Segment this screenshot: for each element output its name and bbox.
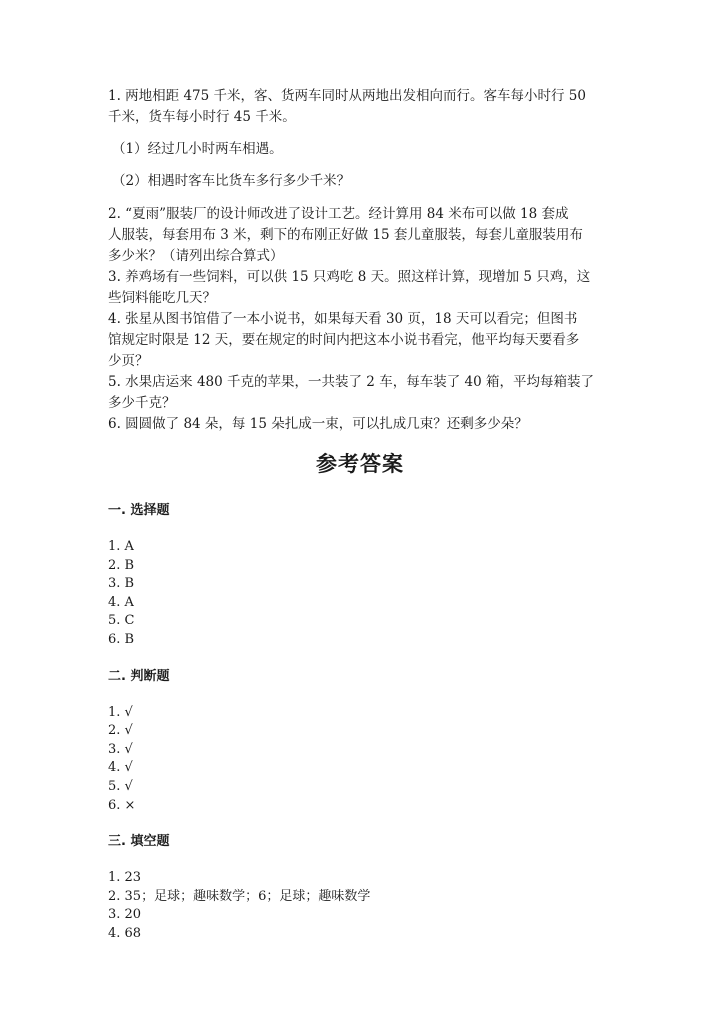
question-text: 些饲料能吃几天？ <box>108 290 216 306</box>
answer-item: 3. B <box>108 576 135 592</box>
answer-item: 4. 68 <box>108 925 142 941</box>
answer-list <box>108 869 612 943</box>
question-text: 千米，货车每小时行 45 千米。 <box>108 109 296 125</box>
section-heading: 二. 判断题 <box>108 668 170 684</box>
question-text: 少页？ <box>108 353 149 369</box>
question-3 <box>108 267 612 309</box>
answer-item: 3. √ <box>108 741 133 757</box>
section-heading: 一. 选择题 <box>108 503 170 518</box>
question-text: 4. 张星从图书馆借了一本小说书，如果每天看 30 页，18 天可以看完；但图书 <box>108 311 578 327</box>
section-heading: 三. 填空题 <box>108 834 170 850</box>
answer-item: 4. A <box>108 594 134 610</box>
answer-item: 3. 20 <box>108 907 142 923</box>
sub-question: （1）经过几小时两车相遇。 <box>112 141 283 157</box>
answer-item: 1. A <box>108 539 134 554</box>
question-text: 人服装，每套用布 3 米，剩下的布刚正好做 15 套儿童服装，每套儿童服装用布 <box>108 227 583 243</box>
question-text: 3. 养鸡场有一些饲料，可以供 15 只鸡吃 8 天。照这样计算，现增加 5 只鸡，这 <box>108 269 591 285</box>
answer-list <box>108 538 612 650</box>
answer-item: 2. B <box>108 557 135 573</box>
answer-item: 4. √ <box>108 760 133 776</box>
answer-item: 6. × <box>108 797 136 813</box>
question-text: 6. 圆圆做了 84 朵，每 15 朵扎成一束，可以扎成几束？还剩多少朵？ <box>108 416 528 432</box>
answer-item: 6. B <box>108 631 135 647</box>
answer-section-judgment <box>108 667 612 816</box>
question-text: 5. 水果店运来 480 千克的苹果，一共装了 2 车，每车装了 40 箱，平均每箱装了 <box>108 374 594 390</box>
answer-item: 2. 35；足球；趣味数学；6；足球；趣味数学 <box>108 888 371 904</box>
question-text: 多少千克？ <box>108 395 176 411</box>
answer-section-choice <box>108 501 612 650</box>
answer-item: 2. √ <box>108 723 133 739</box>
question-text: 2. “夏雨”服装厂的设计师改进了设计工艺。经计算用 84 米布可以做 18 套成 <box>108 206 569 222</box>
question-2 <box>108 204 612 267</box>
question-6 <box>108 414 612 435</box>
answer-item: 1. √ <box>108 704 133 720</box>
answer-item: 5. √ <box>108 778 133 794</box>
answer-section-fill-blank <box>108 832 612 943</box>
document-page <box>108 86 612 961</box>
answer-item: 1. 23 <box>108 870 142 886</box>
question-text: 馆规定时限是 12 天，要在规定的时间内把这本小说书看完，他平均每天要看多 <box>108 332 580 348</box>
question-1 <box>108 86 612 192</box>
answer-item: 5. C <box>108 613 135 629</box>
answer-key-title: 参考答案 <box>316 452 404 476</box>
answer-list <box>108 704 612 816</box>
question-text: 1. 两地相距 475 千米，客、货两车同时从两地出发相向而行。客车每小时行 50 <box>108 88 586 104</box>
question-5 <box>108 372 612 414</box>
question-text: 多少米？（请列出综合算式） <box>108 248 284 264</box>
question-4 <box>108 309 612 372</box>
sub-question: （2）相遇时客车比货车多行多少千米？ <box>112 173 351 189</box>
